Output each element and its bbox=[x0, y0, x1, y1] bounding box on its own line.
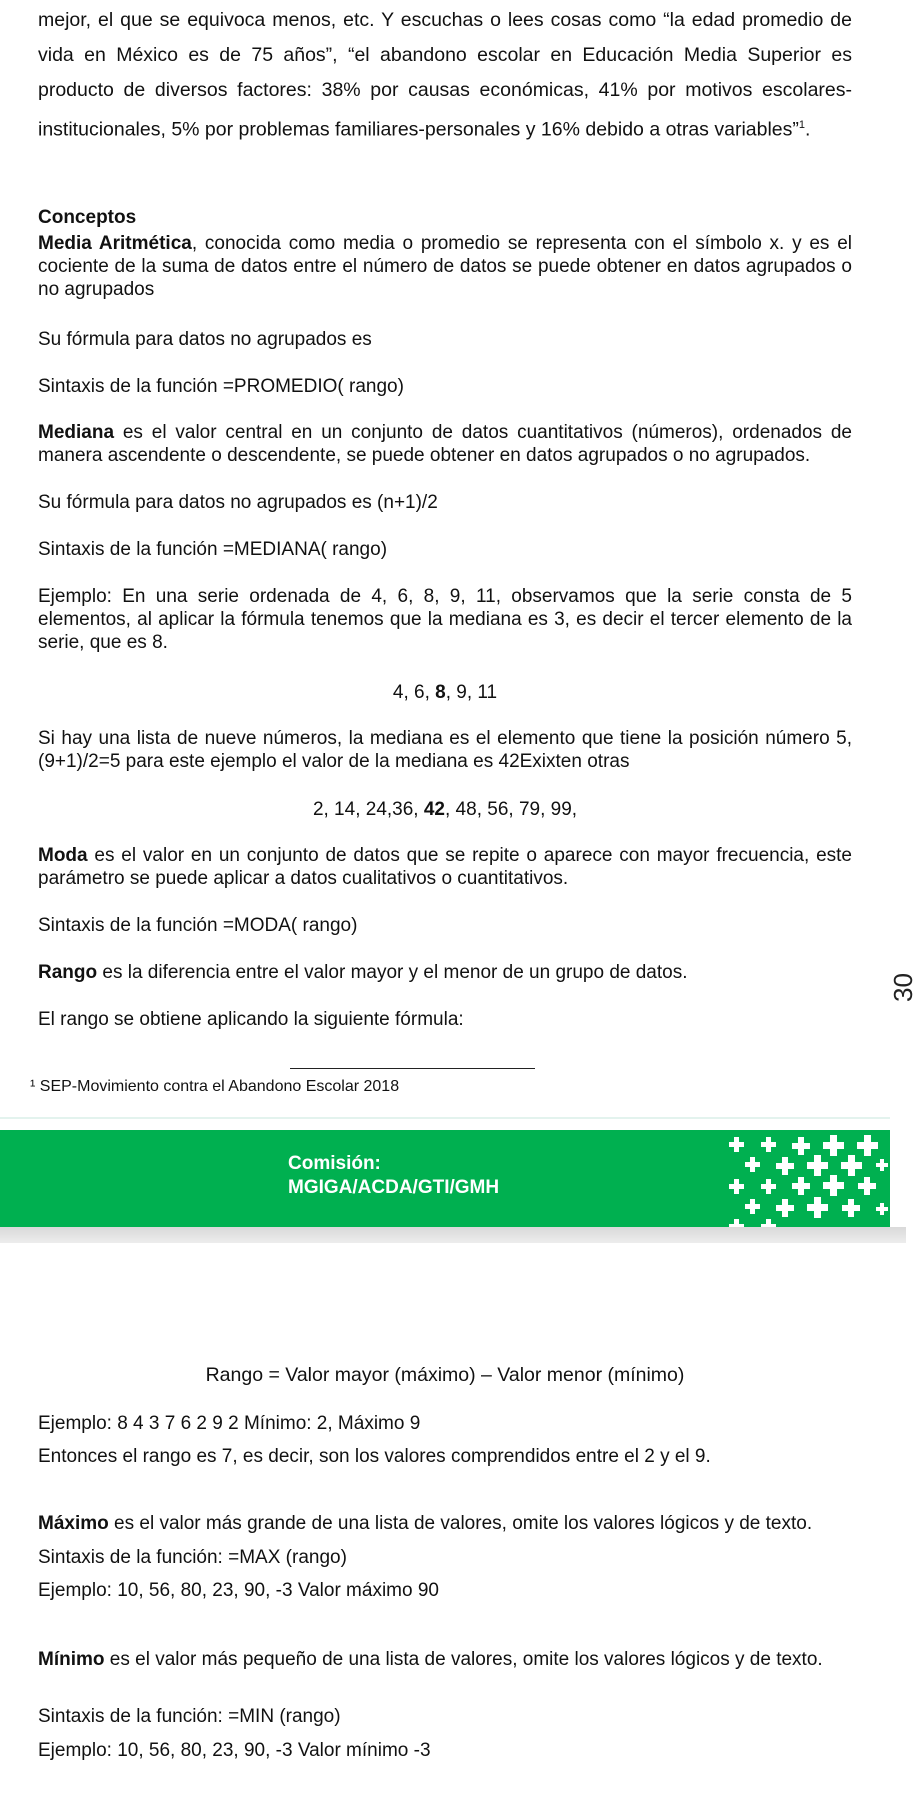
maximo-example: Ejemplo: 10, 56, 80, 23, 90, -3 Valor máximo 90 bbox=[38, 1580, 439, 1601]
mediana-example: Ejemplo: En una serie ordenada de 4, 6, 8, 9, 11, observamos que la serie consta de 5 elementos, al aplicar la fórmula tenemos que la mediana es 3, es decir el tercer elemento de la serie, que es 8. bbox=[38, 586, 852, 653]
page-divider bbox=[0, 1117, 890, 1119]
rango-result: Entonces el rango es 7, es decir, son los valores comprendidos entre el 2 y el 9. bbox=[38, 1446, 711, 1467]
minimo-syntax: Sintaxis de la función: =MIN (rango) bbox=[38, 1706, 341, 1727]
nine-numbers-text: Si hay una lista de nueve números, la mediana es el elemento que tiene la posición número 5, (9+1)/2=5 para este ejemplo el valor de la mediana es 42Exixten otras bbox=[38, 728, 852, 772]
media-term: Media Aritmética bbox=[38, 233, 192, 254]
maximo-definition: Máximo es el valor más grande de una lista de valores, omite los valores lógicos y de texto. bbox=[38, 1513, 813, 1534]
mediana-syntax: Sintaxis de la función =MEDIANA( rango) bbox=[38, 539, 388, 560]
maximo-term: Máximo bbox=[38, 1513, 109, 1534]
footnote-marker: 1 bbox=[798, 119, 806, 131]
maximo-syntax: Sintaxis de la función: =MAX (rango) bbox=[38, 1547, 347, 1568]
mediana-formula-line: Su fórmula para datos no agrupados es (n+1)/2 bbox=[38, 492, 438, 513]
minimo-term: Mínimo bbox=[38, 1649, 105, 1670]
page-number-side: 30 bbox=[888, 973, 918, 1002]
rango-definition: Rango es la diferencia entre el valor mayor y el menor de un grupo de datos. bbox=[38, 962, 688, 983]
series-example-1: 4, 6, 8, 9, 11 bbox=[392, 682, 498, 703]
series-example-2: 2, 14, 24,36, 42, 48, 56, 79, 99, bbox=[312, 799, 578, 820]
banner-title: Comisión: MGIGA/ACDA/GTI/GMH bbox=[288, 1153, 500, 1198]
rango-term: Rango bbox=[38, 962, 98, 983]
rango-formula-intro: El rango se obtiene aplicando la siguiente fórmula: bbox=[38, 1009, 464, 1030]
rango-formula: Rango = Valor mayor (máximo) – Valor menor (mínimo) bbox=[205, 1364, 685, 1386]
rango-example: Ejemplo: 8 4 3 7 6 2 9 2 Mínimo: 2, Máximo 9 bbox=[38, 1413, 421, 1434]
page-gap bbox=[0, 1227, 906, 1243]
footnote: ¹ SEP-Movimiento contra el Abandono Escolar 2018 bbox=[30, 1078, 400, 1095]
moda-definition: Moda es el valor en un conjunto de datos que se repite o aparece con mayor frecuencia, este parámetro se puede aplicar a datos cualitativos o cuantitativos. bbox=[38, 845, 852, 889]
moda-syntax: Sintaxis de la función =MODA( rango) bbox=[38, 915, 358, 936]
conceptos-heading: Conceptos bbox=[38, 207, 137, 228]
moda-term: Moda bbox=[38, 845, 88, 866]
cross-pattern-icon bbox=[726, 1131, 890, 1227]
mediana-term: Mediana bbox=[38, 422, 115, 443]
mediana-definition: Mediana es el valor central en un conjunto de datos cuantitativos (números), ordenados de manera ascendente o descendente, se puede obtener en datos agrupados o no agrupados. bbox=[38, 422, 852, 466]
footnote-divider bbox=[290, 1068, 535, 1069]
media-formula-line: Su fórmula para datos no agrupados es bbox=[38, 329, 372, 350]
intro-paragraph: mejor, el que se equivoca menos, etc. Y escuchas o lees cosas como “la edad promedio de vida en México es de 75 años”, “el abandono escolar en Educación Media Superior es producto de diversos factores: 38% por causas económicas, 41% por motivos escolares-institucionales, 5% por problemas familiares-personales y 16% debido a otras variables”$^1$. bbox=[38, 9, 852, 141]
minimo-example: Ejemplo: 10, 56, 80, 23, 90, -3 Valor mínimo -3 bbox=[38, 1740, 431, 1761]
media-definition: Media Aritmética, conocida como media o promedio se representa con el símbolo x. y es el cociente de la suma de datos entre el número de datos se puede obtener en datos agrupados o no agrupados bbox=[38, 233, 852, 300]
minimo-definition: Mínimo es el valor más pequeño de una lista de valores, omite los valores lógicos y de texto. bbox=[38, 1649, 823, 1670]
media-syntax: Sintaxis de la función =PROMEDIO( rango) bbox=[38, 376, 404, 397]
